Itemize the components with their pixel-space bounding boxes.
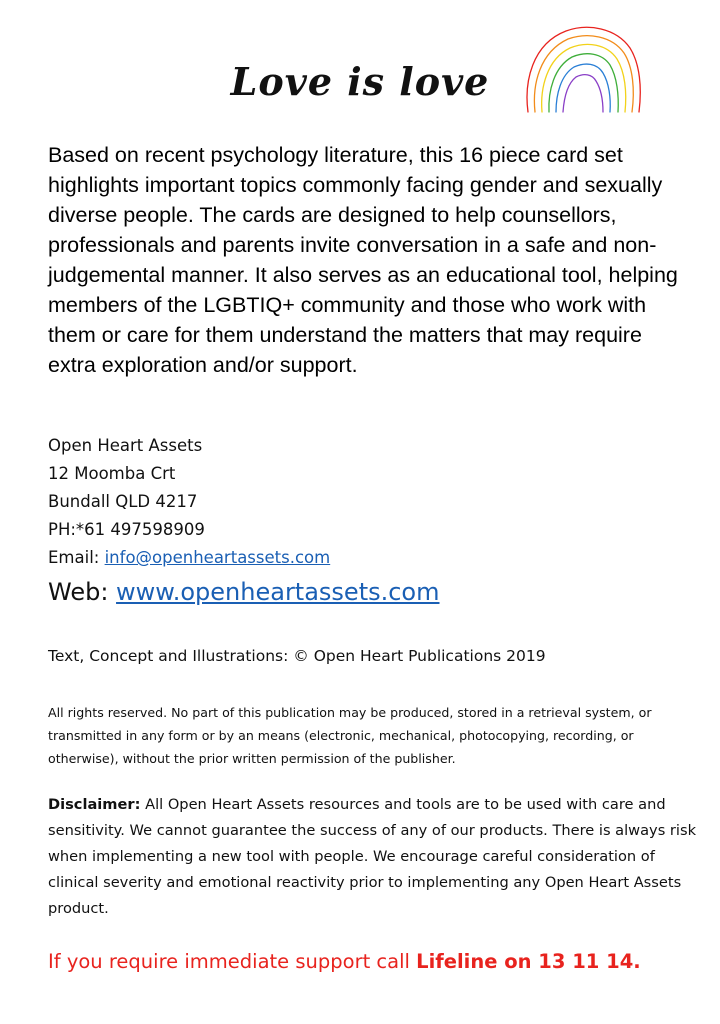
rainbow-drawing-icon: [518, 22, 648, 114]
rights-paragraph: All rights reserved. No part of this publication may be produced, stored in a retrieval system, or transmitted in any form or by an means (electronic, mechanical, photocopying, recording, or otherwise), without the prior written permission of the publisher.: [48, 705, 652, 766]
contact-suburb: Bundall QLD 4217: [48, 492, 198, 511]
lifeline-highlight: Lifeline on 13 11 14.: [416, 950, 641, 973]
disclaimer-label: Disclaimer:: [48, 796, 141, 813]
rainbow-arc-purple: [563, 75, 603, 112]
credit-line: Text, Concept and Illustrations: © Open Heart Publications 2019: [48, 647, 546, 665]
web-line: [48, 575, 440, 609]
support-line: [48, 947, 641, 977]
email-label: Email:: [48, 548, 105, 567]
web-label: Web:: [48, 578, 117, 606]
page-title: Love is love: [230, 59, 490, 104]
contact-block: [48, 432, 688, 572]
contact-email-line: [48, 544, 688, 572]
intro-paragraph: Based on recent psychology literature, this 16 piece card set highlights important topics commonly facing gender and sexually diverse people. The cards are designed to help counsellors, professionals and parents invite conversation in a safe and non-judgemental manner. It also serves as an educational tool, helping members of the LGBTIQ+ community and those who work with them or care for them understand the matters that may require extra exploration and/or support.: [48, 143, 678, 377]
disclaimer-paragraph: [48, 792, 698, 922]
contact-name: Open Heart Assets: [48, 436, 203, 455]
rainbow-arc-red: [527, 27, 640, 112]
contact-street: 12 Moomba Crt: [48, 464, 176, 483]
email-link[interactable]: info@openheartassets.com: [104, 548, 331, 567]
web-link[interactable]: www.openheartassets.com: [116, 578, 440, 606]
contact-phone: PH:*61 497598909: [48, 520, 205, 539]
support-text: If you require immediate support call: [48, 950, 417, 973]
disclaimer-text: All Open Heart Assets resources and tools are to be used with care and sensitivity. We cannot guarantee the success of any of our products. There is always risk when implementing a new tool with people. We encourage careful consideration of clinical severity and emotional reactivity prior to implementing any Open Heart Assets product.: [48, 796, 697, 917]
